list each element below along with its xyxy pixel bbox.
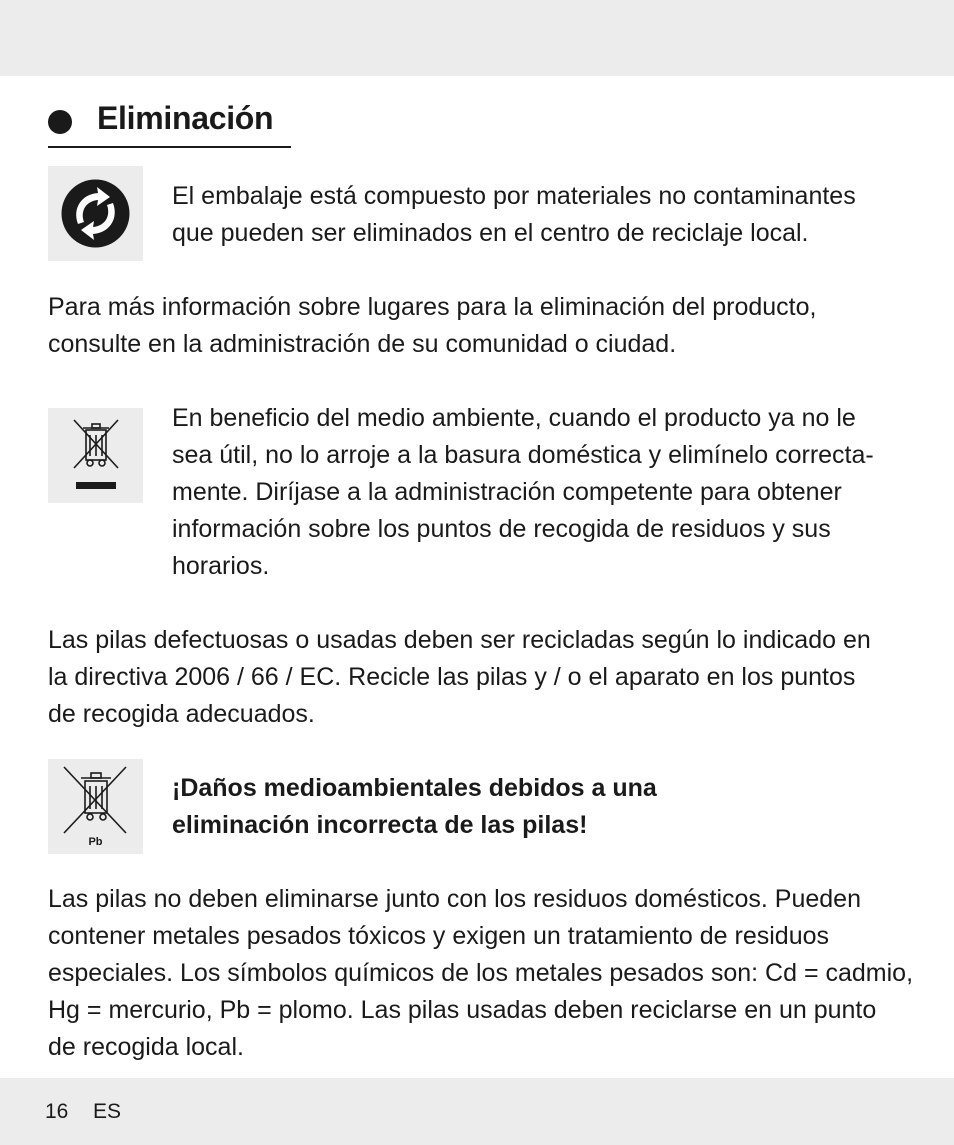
section-heading xyxy=(48,98,291,148)
text-line: mente. Diríjase a la administración competente para obtener xyxy=(172,478,842,506)
pb-label: Pb xyxy=(88,836,103,848)
text-line: especiales. Los símbolos químicos de los metales pesados son: Cd = cadmio, xyxy=(48,959,914,987)
text-line: de recogida adecuados. xyxy=(48,700,315,728)
warning-line: ¡Daños medioambientales debidos a una xyxy=(172,774,657,802)
text-line: Las pilas no deben eliminarse junto con los residuos domésticos. Pueden xyxy=(48,885,861,913)
crossed-out-bin-pb-icon xyxy=(48,759,143,854)
text-line: sea útil, no lo arroje a la basura doméstica y elimínelo correcta- xyxy=(172,441,874,469)
warning-paragraph xyxy=(172,770,657,844)
text-line: En beneficio del medio ambiente, cuando el producto ya no le xyxy=(172,404,856,432)
language-code: ES xyxy=(93,1100,122,1123)
weee-paragraph xyxy=(172,400,874,585)
bullet-dot xyxy=(48,110,72,134)
packaging-paragraph xyxy=(172,178,856,252)
text-line: horarios. xyxy=(172,552,270,580)
text-line: que pueden ser eliminados en el centro de reciclaje local. xyxy=(172,219,809,247)
page-number: 16 xyxy=(45,1100,69,1123)
text-line: El embalaje está compuesto por materiales no contaminantes xyxy=(172,182,856,210)
heavy-metals-paragraph xyxy=(48,881,913,1066)
text-line: Para más información sobre lugares para la eliminación del producto, xyxy=(48,293,817,321)
text-line: consulte en la administración de su comunidad o ciudad. xyxy=(48,330,677,358)
top-bar xyxy=(0,0,954,76)
text-line: Las pilas defectuosas o usadas deben ser recicladas según lo indicado en xyxy=(48,626,871,654)
text-line: información sobre los puntos de recogida de residuos y sus xyxy=(172,515,831,543)
green-dot-recycling-icon xyxy=(48,166,143,261)
text-line: la directiva 2006 / 66 / EC. Recicle las pilas y / o el aparato en los puntos xyxy=(48,663,856,691)
info-paragraph xyxy=(48,289,816,363)
text-line: de recogida local. xyxy=(48,1033,244,1061)
section-title: Eliminación xyxy=(97,100,274,136)
crossed-out-wheelie-bin-icon xyxy=(48,408,143,503)
batteries-paragraph xyxy=(48,622,871,733)
text-line: Hg = mercurio, Pb = plomo. Las pilas usadas deben reciclarse en un punto xyxy=(48,996,877,1024)
text-line: contener metales pesados tóxicos y exigen un tratamiento de residuos xyxy=(48,922,830,950)
warning-line: eliminación incorrecta de las pilas! xyxy=(172,811,588,839)
footer-bar xyxy=(0,1078,954,1145)
